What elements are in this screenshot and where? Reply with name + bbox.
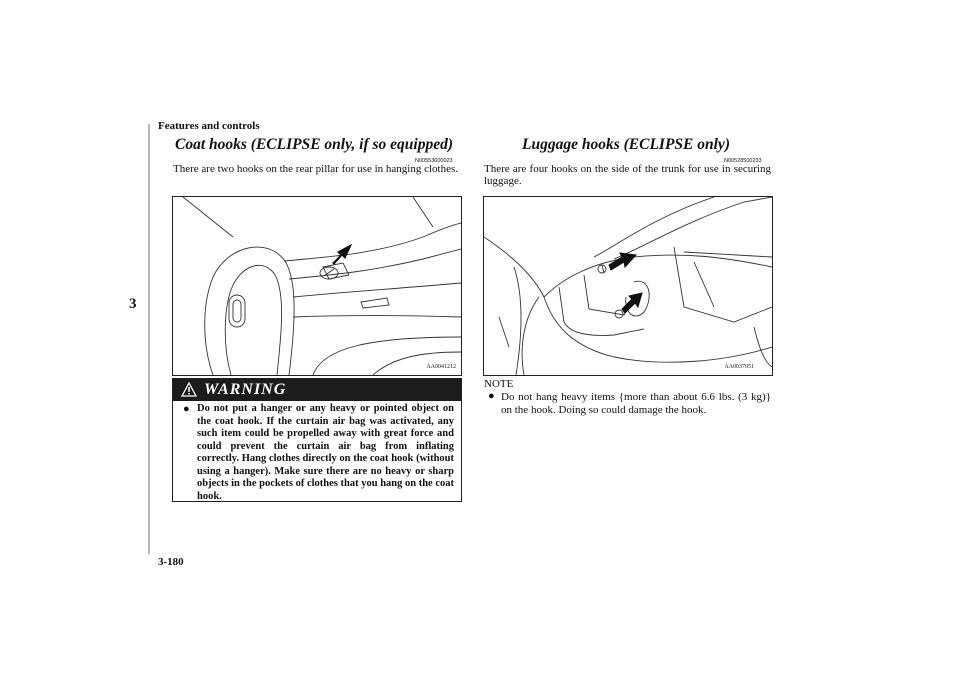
section-title: Features and controls xyxy=(158,120,260,132)
note-label: NOTE xyxy=(484,378,514,390)
bullet-icon: ● xyxy=(183,403,190,415)
coat-hook-figure-label: AA0041212 xyxy=(426,364,456,370)
chapter-tab-bar xyxy=(148,124,150,554)
coat-hooks-heading: Coat hooks (ECLIPSE only, if so equipped) xyxy=(175,136,454,153)
page-number: 3-180 xyxy=(158,556,184,568)
warning-body xyxy=(173,401,461,506)
warning-triangle-icon xyxy=(181,382,197,397)
warning-header xyxy=(173,379,461,401)
luggage-hooks-heading: Luggage hooks (ECLIPSE only) xyxy=(522,136,730,153)
note-text: Do not hang heavy items {more than about 6.6 lbs. (3 kg)} on the hook. Doing so could damage the hook. xyxy=(501,391,771,416)
luggage-hook-illustration xyxy=(484,197,772,375)
luggage-hook-figure-label: AA0037051 xyxy=(724,364,754,370)
coat-hook-figure xyxy=(172,196,462,376)
coat-hooks-text: There are two hooks on the rear pillar for use in hanging clothes. xyxy=(173,163,458,175)
warning-text: Do not put a hanger or any heavy or pointed object on the coat hook. If the curtain air bag was activated, any such item could be propelled away with great force and could prevent the curtain air bag from inflating correctly. Hang clothes directly on the coat hook (without using a hanger). Make sure there are no heavy or sharp objects in the pockets of clothes that you hang on the coat hook. xyxy=(197,403,454,502)
note-block xyxy=(484,391,771,417)
chapter-tab-number: 3 xyxy=(129,296,137,312)
warning-title: WARNING xyxy=(204,381,287,398)
arrow-indicator-icon xyxy=(609,253,636,270)
luggage-hooks-text: There are four hooks on the side of the trunk for use in securing luggage. xyxy=(484,163,771,187)
arrow-indicator-icon xyxy=(622,293,642,313)
warning-box xyxy=(172,378,462,502)
luggage-hooks-code: N00528500233 xyxy=(724,158,762,164)
luggage-hook-figure xyxy=(483,196,773,376)
coat-hooks-code: N00553600023 xyxy=(415,158,453,164)
coat-hook-illustration xyxy=(173,197,461,375)
bullet-icon: ● xyxy=(488,390,495,402)
